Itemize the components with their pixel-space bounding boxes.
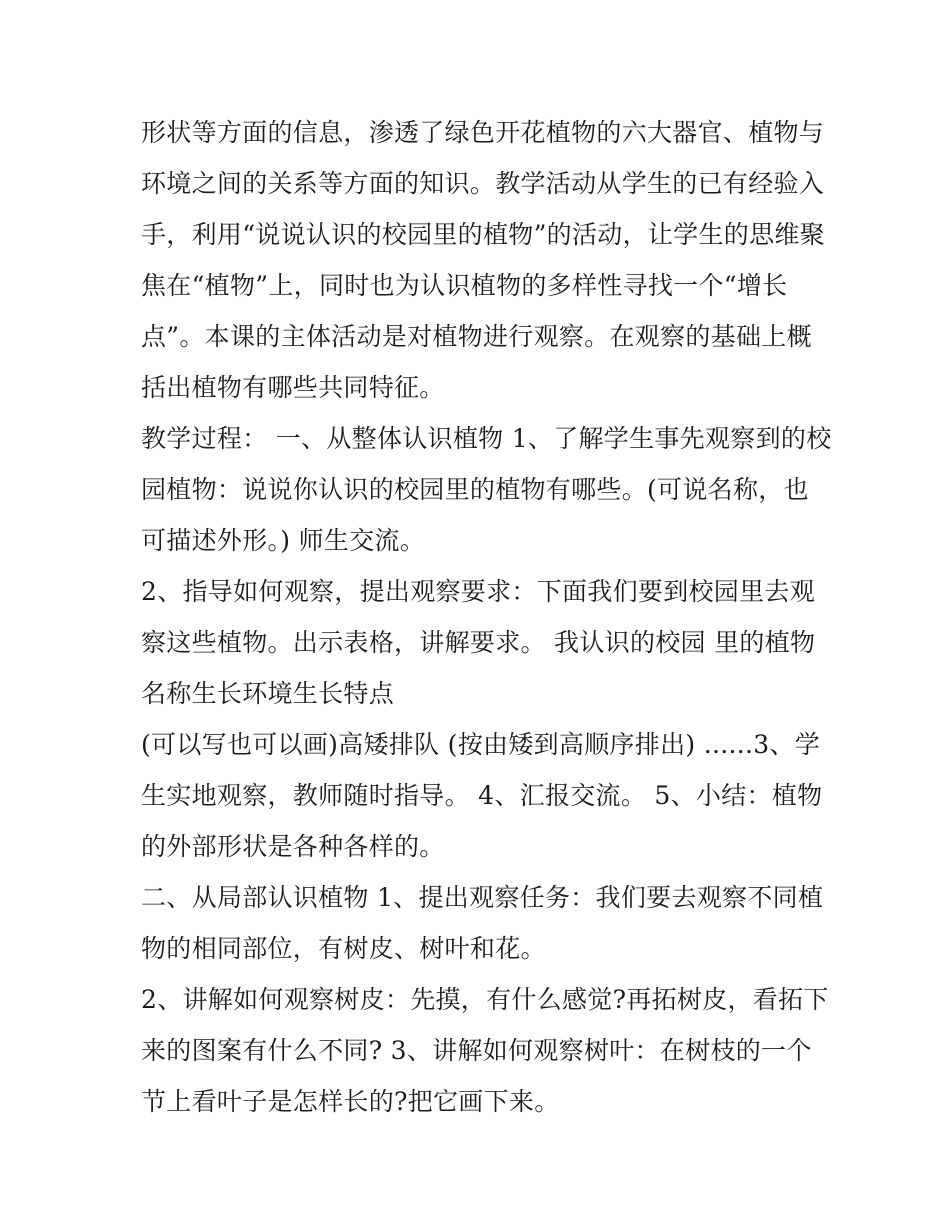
text-line: 括出植物有哪些共同特征。 [141, 373, 445, 402]
text-line: 园植物：说说你认识的校园里的植物有哪些。(可说名称，也 [141, 475, 809, 504]
text-line: 来的图案有什么不同? 3、讲解如何观察树叶：在树枝的一个 [141, 1036, 812, 1065]
text-line: 形状等方面的信息，渗透了绿色开花植物的六大器官、植物与 [141, 118, 825, 147]
text-line: 手，利用“说说认识的校园里的植物”的活动，让学生的思维聚 [141, 220, 825, 249]
text-line: 二、从局部认识植物 1、提出观察任务：我们要去观察不同植 [141, 883, 824, 912]
text-line: 教学过程： 一、从整体认识植物 1、了解学生事先观察到的校 [141, 424, 832, 453]
text-line: 焦在“植物”上，同时也为认识植物的多样性寻找一个“增长 [141, 271, 788, 300]
text-line: 2、讲解如何观察树皮：先摸，有什么感觉?再拓树皮，看拓下 [141, 985, 829, 1014]
text-line: (可以写也可以画)高矮排队 (按由矮到高顺序排出) ......3、学 [141, 730, 820, 759]
text-line: 名称生长环境生长特点 [141, 679, 395, 708]
text-line: 察这些植物。出示表格，讲解要求。 我认识的校园 里的植物 [141, 628, 816, 657]
document-body [141, 107, 841, 1127]
text-line: 节上看叶子是怎样长的?把它画下来。 [141, 1087, 560, 1116]
text-line: 物的相同部位，有树皮、树叶和花。 [141, 934, 546, 963]
text-line: 环境之间的关系等方面的知识。教学活动从学生的已有经验入 [141, 169, 825, 198]
text-line: 点”。本课的主体活动是对植物进行观察。在观察的基础上概 [141, 322, 812, 351]
text-line: 可描述外形。) 师生交流。 [141, 526, 426, 555]
text-line: 生实地观察，教师随时指导。 4、汇报交流。 5、小结：植物 [141, 781, 823, 810]
text-line: 2、指导如何观察，提出观察要求：下面我们要到校园里去观 [141, 577, 816, 606]
text-line: 的外部形状是各种各样的。 [141, 832, 445, 861]
